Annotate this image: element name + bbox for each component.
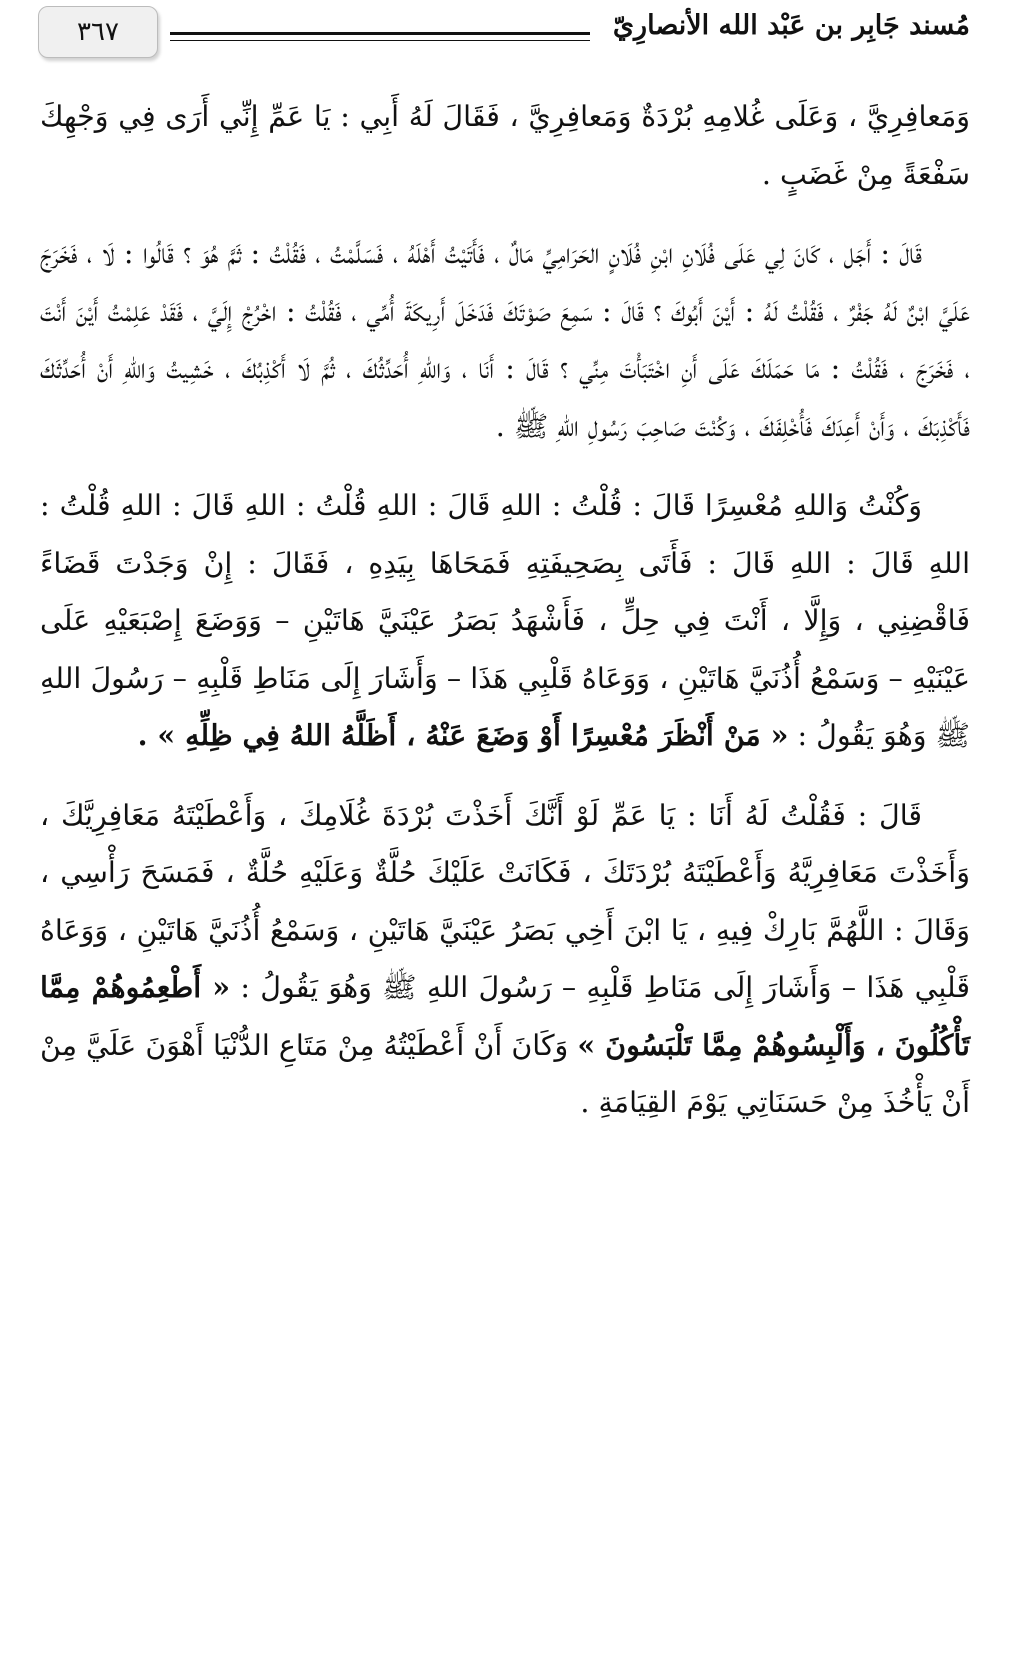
paragraph-2	[40, 225, 970, 455]
page-number: ٣٦٧	[38, 6, 158, 58]
running-title: مُسند جَابِر بن عَبْد الله الأنصارِيّ	[612, 10, 970, 41]
paragraph-text: وَمَعافِرِيَّ ، وَعَلَى غُلامِهِ بُرْدَةٌ وَمَعافِرِيَّ ، فَقَالَ لَهُ أَبِي : يَا عَمِّ إِنِّي أَرَى فِي وَجْهِكَ سَفْعَةً مِنْ غَضَبٍ .	[40, 100, 970, 191]
paragraph-3	[40, 477, 970, 765]
paragraph-text: وَكُنْتُ وَاللهِ مُعْسِرًا قَالَ : قُلْتُ : اللهِ قَالَ : اللهِ قُلْتُ : اللهِ قَالَ : اللهِ قُلْتُ : اللهِ قَالَ : اللهِ قَالَ : فَأَتَى بِصَحِيفَتِهِ فَمَحَاهَا بِيَدِهِ ، فَقَالَ : إِنْ وَجَدْتَ قَضَاءً فَاقْضِنِي ، وَإِلَّا ، أَنْتَ فِي حِلٍّ ، فَأَشْهَدُ بَصَرُ عَيْنَيَّ هَاتَيْنِ – وَوَضَعَ إِصْبَعَيْهِ عَلَى عَيْنَيْهِ – وَسَمْعُ أُذُنَيَّ هَاتَيْنِ ، وَوَعَاهُ قَلْبِي هَذَا – وَأَشَارَ إِلَى مَنَاطِ قَلْبِهِ – رَسُولَ اللهِ ﷺ وَهُوَ يَقُولُ :	[40, 489, 970, 752]
hadith-quote: « مَنْ أَنْظَرَ مُعْسِرًا أَوْ وَضَعَ عَنْهُ ، أَظَلَّهُ اللهُ فِي ظِلِّهِ » .	[137, 718, 789, 752]
page-body	[40, 88, 970, 1154]
header-rule	[170, 32, 590, 35]
paragraph-1	[40, 88, 970, 203]
paragraph-4	[40, 787, 970, 1132]
hadith-quote: « أَطْعِمُوهُمْ مِمَّا تَأْكُلُونَ ، وَأَلْبِسُوهُمْ مِمَّا تَلْبَسُونَ »	[40, 970, 970, 1062]
header-rule-thin	[170, 40, 590, 41]
paragraph-text: قَالَ : أَجَل ، كَانَ لِي عَلَى فُلَانِ ابْنِ فُلَانٍ الحَرَامِيِّ مَالٌ ، فَأَتَيْتُ أَهْلَهُ ، فَسَلَّمْتُ ، فَقُلْتُ : ثَمَّ هُوَ ؟ قَالُوا : لَا ، فَخَرَجَ عَلَيَّ ابْنٌ لَهُ جَفْرٌ ، فَقُلْتُ لَهُ : أَيْنَ أَبُوكَ ؟ قَالَ : سَمِعَ صَوْتَكَ فَدَخَلَ أَرِيكَةَ أُمِّي ، فَقُلْتُ : اخْرُجْ إِلَيَّ ، فَقَدْ عَلِمْتُ أَيْنَ أَنْتَ ، فَخَرَجَ ، فَقُلْتُ : مَا حَمَلَكَ عَلَى أَنِ اخْتَبَأْتَ مِنِّي ؟ قَالَ : أَنَا ، وَاللهِ أُحَدِّثُكَ ، ثُمَّ لَا أَكْذِبُكَ ، خَشِيتُ وَاللهِ أَنْ أُحَدِّثَكَ فَأَكْذِبَكَ ، وَأَنْ أَعِدَكَ فَأُخْلِفَكَ ، وَكُنْتَ صَاحِبَ رَسُولِ اللهِ ﷺ .	[40, 237, 970, 443]
page-header	[0, 0, 1010, 72]
paragraph-text: قَالَ : فَقُلْتُ لَهُ أَنَا : يَا عَمِّ لَوْ أَنَّكَ أَخَذْتَ بُرْدَةَ غُلَامِكَ ، وَأَعْطَيْتَهُ مَعَافِرِيَّكَ ، وَأَخَذْتَ مَعَافِرِيَّهُ وَأَعْطَيْتَهُ بُرْدَتَكَ ، فَكَانَتْ عَلَيْكَ حُلَّةٌ وَعَلَيْهِ حُلَّةٌ ، فَمَسَحَ رَأْسِي ، وَقَالَ : اللَّهُمَّ بَارِكْ فِيهِ ، يَا ابْنَ أَخِي بَصَرُ عَيْنَيَّ هَاتَيْنِ ، وَسَمْعُ أُذُنَيَّ هَاتَيْنِ ، وَوَعَاهُ قَلْبِي هَذَا – وَأَشَارَ إِلَى مَنَاطِ قَلْبِهِ – رَسُولَ اللهِ ﷺ وَهُوَ يَقُولُ :	[40, 798, 970, 1004]
paragraph-text-after: وَكَانَ أَنْ أَعْطَيْتُهُ مِنْ مَتَاعِ الدُّنْيَا أَهْوَنَ عَلَيَّ مِنْ أَنْ يَأْخُذَ مِنْ حَسَنَاتِي يَوْمَ القِيَامَةِ .	[40, 1028, 970, 1119]
